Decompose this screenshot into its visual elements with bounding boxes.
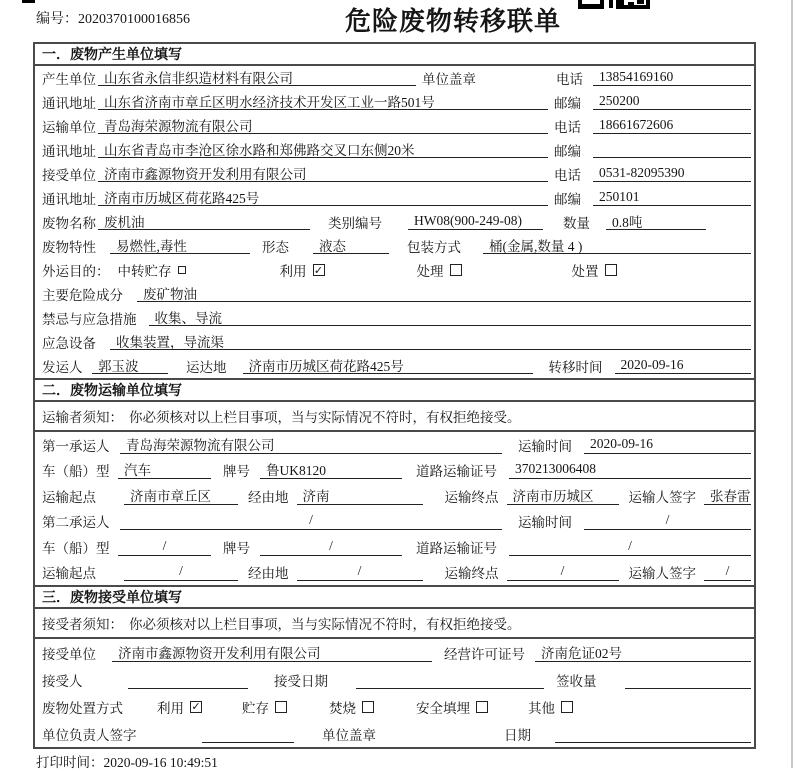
unit-seal-label: 单位盖章 bbox=[322, 727, 376, 743]
road-permit2-value: / bbox=[509, 537, 751, 556]
carrier2-label: 第二承运人 bbox=[42, 515, 110, 531]
checkbox-checked-icon: ✓ bbox=[313, 263, 324, 277]
endpoint-label: 运输终点 bbox=[444, 489, 499, 505]
endpoint1-value: 济南市历城区 bbox=[507, 486, 619, 505]
plate2-value: / bbox=[260, 537, 402, 556]
endpoint-label: 运输终点 bbox=[444, 566, 499, 582]
transporter-zip-value bbox=[593, 141, 751, 158]
purpose-option-dispose bbox=[572, 258, 617, 282]
transport-time1-value: 2020-09-16 bbox=[584, 435, 751, 454]
vehicle-type2-value: / bbox=[118, 537, 211, 556]
origin-label: 运输起点 bbox=[42, 489, 96, 505]
sender-row bbox=[35, 354, 754, 378]
transport-time-label: 运输时间 bbox=[518, 515, 572, 531]
plate-label: 牌号 bbox=[223, 540, 250, 556]
print-timestamp bbox=[36, 751, 218, 771]
taboo-value: 收集、导流 bbox=[149, 309, 752, 326]
carrier2-value: / bbox=[120, 512, 502, 531]
transporter-row bbox=[35, 114, 754, 138]
print-time-value: 2020-09-16 10:49:51 bbox=[103, 755, 218, 770]
receiver-zip-value: 250101 bbox=[593, 189, 751, 206]
option-label: 利用 bbox=[279, 264, 307, 279]
qr-code-fragment bbox=[578, 0, 653, 9]
receiver-address-value: 济南市历城区荷花路425号 bbox=[98, 189, 548, 206]
carrier1-label: 第一承运人 bbox=[42, 438, 110, 454]
waste-character-row bbox=[35, 234, 754, 258]
endpoint2-value: / bbox=[507, 563, 619, 582]
receiver-notice-row bbox=[35, 609, 754, 639]
license-label: 经营许可证号 bbox=[444, 646, 525, 662]
responsible-signature-row bbox=[35, 720, 754, 747]
option-label: 安全填埋 bbox=[416, 700, 470, 716]
print-label: 打印时间： bbox=[36, 755, 104, 770]
origin1-value: 济南市章丘区 bbox=[124, 486, 238, 505]
disposal-option-utilize bbox=[157, 693, 202, 720]
waste-name-value: 废机油 bbox=[98, 213, 310, 230]
sender-label: 发运人 bbox=[42, 360, 83, 375]
manifest-form-table bbox=[33, 42, 756, 749]
carrier-signature-label: 运输人签字 bbox=[628, 566, 696, 582]
transfer-time-value: 2020-09-16 bbox=[615, 357, 752, 374]
purpose-option-transfer-storage bbox=[118, 258, 186, 282]
hazard-label: 主要危险成分 bbox=[42, 288, 123, 303]
section2-header: 二．废物运输单位填写 bbox=[35, 378, 754, 402]
option-label: 处理 bbox=[416, 264, 444, 279]
route2-row bbox=[35, 560, 754, 586]
producer-row bbox=[35, 66, 754, 90]
vehicle2-row bbox=[35, 534, 754, 560]
category-value: HW08(900-249-08) bbox=[408, 213, 543, 230]
recipient-value bbox=[128, 669, 248, 689]
destination-label: 运达地 bbox=[186, 360, 227, 375]
vehicle-type1-value: 汽车 bbox=[118, 461, 211, 480]
hazard-component-row bbox=[35, 282, 754, 306]
disposal-option-storage bbox=[242, 693, 287, 720]
disposal-option-other bbox=[528, 693, 573, 720]
vehicle-type-label: 车（船）型 bbox=[42, 464, 110, 480]
transporter-address-value: 山东省青岛市李沧区徐水路和郑佛路交叉口东侧20米 bbox=[98, 141, 548, 158]
taboo-label: 禁忌与应急措施 bbox=[42, 312, 137, 327]
packing-label: 包装方式 bbox=[407, 240, 461, 255]
checkbox-icon bbox=[561, 701, 573, 713]
transfer-time-label: 转移时间 bbox=[548, 360, 603, 375]
packing-value: 桶(金属,数量 4 ) bbox=[483, 237, 751, 254]
quantity-value: 0.8吨 bbox=[606, 213, 706, 230]
receiver-row bbox=[35, 162, 754, 186]
notice-text: 你必须核对以上栏目事项，当与实际情况不符时，有权拒绝接受。 bbox=[129, 617, 521, 632]
producer-value: 山东省永信非织造材料有限公司 bbox=[98, 69, 416, 86]
vehicle1-row bbox=[35, 458, 754, 484]
phone-label: 电话 bbox=[554, 168, 581, 183]
sender-value: 郭玉波 bbox=[92, 357, 168, 374]
equip-label: 应急设备 bbox=[42, 336, 96, 351]
transporter-label: 运输单位 bbox=[42, 120, 96, 135]
carrier-signature1-value: 张春雷 bbox=[704, 486, 751, 505]
notice-label: 运输者须知： bbox=[42, 410, 123, 425]
via1-value: 济南 bbox=[297, 486, 423, 505]
road-permit-label: 道路运输证号 bbox=[416, 540, 497, 556]
option-label: 中转贮存 bbox=[117, 264, 172, 279]
route1-row bbox=[35, 483, 754, 509]
producer-address-value: 山东省济南市章丘区明水经济技术开发区工业一路501号 bbox=[98, 93, 548, 110]
origin2-value: / bbox=[124, 563, 238, 582]
hazard-value: 废矿物油 bbox=[137, 285, 751, 302]
zip-label: 邮编 bbox=[554, 96, 581, 111]
receiver-phone-value: 0531-82095390 bbox=[593, 165, 751, 182]
producer-phone-value: 13854169160 bbox=[593, 69, 751, 86]
category-label: 类别编号 bbox=[328, 216, 382, 231]
checkbox-icon bbox=[450, 264, 462, 276]
transporter-notice-row bbox=[35, 402, 754, 432]
via-label: 经由地 bbox=[248, 566, 289, 582]
doc-number bbox=[36, 8, 190, 28]
road-permit-label: 道路运输证号 bbox=[416, 464, 497, 480]
emergency-measures-row bbox=[35, 306, 754, 330]
doc-number-value: 2020370100016856 bbox=[78, 12, 190, 27]
received-amount-value bbox=[625, 669, 752, 689]
checkbox-checked-icon: ✓ bbox=[191, 700, 201, 713]
transporter-value: 青岛海荣源物流有限公司 bbox=[98, 117, 548, 134]
doc-number-label: 编号： bbox=[36, 12, 78, 27]
destination-value: 济南市历城区荷花路425号 bbox=[243, 357, 533, 374]
page-corner-artifact bbox=[22, 0, 35, 3]
section3-header: 三．废物接受单位填写 bbox=[35, 585, 754, 609]
phone-label: 电话 bbox=[554, 120, 581, 135]
receive-date-value bbox=[356, 669, 544, 689]
receiving-unit-row bbox=[35, 639, 754, 666]
option-label: 贮存 bbox=[242, 700, 269, 716]
page-right-edge bbox=[791, 0, 793, 768]
via-label: 经由地 bbox=[248, 489, 289, 505]
option-label: 利用 bbox=[157, 700, 184, 716]
receiver-value: 济南市鑫源物资开发利用有限公司 bbox=[98, 165, 548, 182]
waste-name-label: 废物名称 bbox=[42, 216, 96, 231]
address-label: 通讯地址 bbox=[42, 144, 96, 159]
responsible-signature-value bbox=[202, 723, 294, 743]
vehicle-type-label: 车（船）型 bbox=[42, 540, 110, 556]
carrier1-value: 青岛海荣源物流有限公司 bbox=[120, 435, 502, 454]
unit-seal-label: 单位盖章 bbox=[422, 72, 476, 87]
via2-value: / bbox=[297, 563, 423, 582]
checkbox-icon bbox=[178, 266, 186, 274]
quantity-label: 数量 bbox=[563, 216, 590, 231]
receiver-label: 接受单位 bbox=[42, 168, 96, 183]
purpose-option-treat bbox=[417, 258, 462, 282]
character-label: 废物特性 bbox=[42, 240, 96, 255]
disposal-option-landfill bbox=[416, 693, 488, 720]
zip-label: 邮编 bbox=[554, 192, 581, 207]
carrier1-row bbox=[35, 432, 754, 458]
section1-header: 一．废物产生单位填写 bbox=[35, 44, 754, 66]
checkbox-icon bbox=[275, 701, 287, 713]
road-permit1-value: 370213006408 bbox=[509, 461, 751, 480]
recipient-row bbox=[35, 666, 754, 693]
address-label: 通讯地址 bbox=[42, 192, 96, 207]
address-label: 通讯地址 bbox=[42, 96, 96, 111]
origin-label: 运输起点 bbox=[42, 566, 96, 582]
recipient-label: 接受人 bbox=[42, 673, 83, 689]
disposal-label: 废物处置方式 bbox=[42, 700, 123, 716]
plate1-value: 鲁UK8120 bbox=[260, 461, 402, 480]
responsible-signature-label: 单位负责人签字 bbox=[42, 727, 137, 743]
option-label: 处置 bbox=[571, 264, 599, 279]
date-value bbox=[555, 723, 751, 743]
page-title: 危险废物转移联单 bbox=[344, 7, 562, 36]
purpose-label: 外运目的： bbox=[42, 264, 110, 279]
zip-label: 邮编 bbox=[554, 144, 581, 159]
notice-label: 接受者须知： bbox=[42, 617, 123, 632]
waste-name-row bbox=[35, 210, 754, 234]
producer-label: 产生单位 bbox=[42, 72, 96, 87]
receiving-unit-value: 济南市鑫源物资开发利用有限公司 bbox=[112, 642, 432, 662]
checkbox-icon bbox=[605, 264, 617, 276]
checkbox-icon bbox=[476, 701, 488, 713]
character-value: 易燃性,毒性 bbox=[110, 237, 250, 254]
producer-address-row bbox=[35, 90, 754, 114]
transporter-phone-value: 18661672606 bbox=[593, 117, 751, 134]
receive-date-label: 接受日期 bbox=[274, 673, 328, 689]
transporter-address-row bbox=[35, 138, 754, 162]
date-label: 日期 bbox=[504, 727, 531, 743]
transport-time2-value: / bbox=[584, 512, 751, 531]
form-value: 液态 bbox=[313, 237, 389, 254]
transport-time-label: 运输时间 bbox=[518, 438, 572, 454]
disposal-method-row bbox=[35, 693, 754, 720]
disposal-option-incinerate bbox=[329, 693, 374, 720]
carrier-signature-label: 运输人签字 bbox=[628, 489, 696, 505]
notice-text: 你必须核对以上栏目事项，当与实际情况不符时，有权拒绝接受。 bbox=[129, 410, 521, 425]
equip-value: 收集装置，导流渠 bbox=[110, 333, 751, 350]
phone-label: 电话 bbox=[556, 72, 583, 87]
option-label: 焚烧 bbox=[329, 700, 356, 716]
carrier2-row bbox=[35, 509, 754, 535]
outbound-purpose-row bbox=[35, 258, 754, 282]
option-label: 其他 bbox=[528, 700, 555, 716]
received-amount-label: 签收量 bbox=[556, 673, 597, 689]
carrier-signature2-value: / bbox=[704, 563, 751, 582]
receiving-unit-label: 接受单位 bbox=[42, 646, 96, 662]
form-label: 形态 bbox=[262, 240, 289, 255]
emergency-equipment-row bbox=[35, 330, 754, 354]
plate-label: 牌号 bbox=[223, 464, 250, 480]
checkbox-icon bbox=[362, 701, 374, 713]
receiver-address-row bbox=[35, 186, 754, 210]
license-value: 济南危证02号 bbox=[535, 642, 751, 662]
producer-zip-value: 250200 bbox=[593, 93, 751, 110]
purpose-option-utilize bbox=[280, 258, 325, 282]
